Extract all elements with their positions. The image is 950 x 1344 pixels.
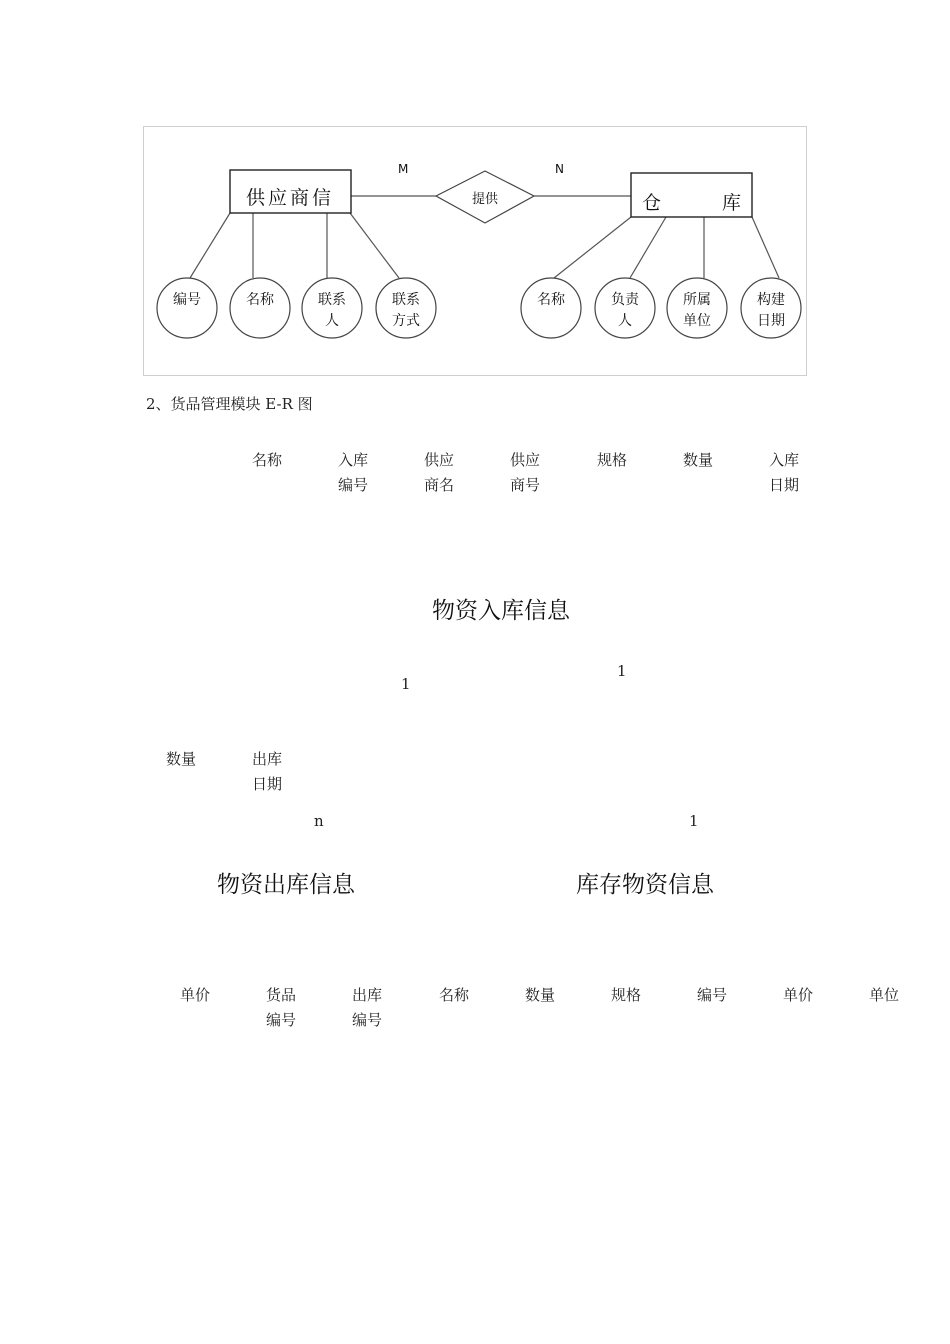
warehouse-attr-label-line2: 日期	[757, 313, 785, 329]
bottom-attr-line1: 单价	[179, 986, 210, 1004]
outbound-attr-line2: 日期	[251, 775, 282, 793]
inbound-attr	[764, 448, 804, 498]
warehouse-attr-label: 名称	[537, 292, 565, 308]
bottom-attr-line1: 规格	[610, 986, 641, 1004]
inbound-attr-line2: 商号	[509, 476, 540, 494]
supplier-attr-label: 名称	[246, 292, 274, 308]
cardinality-inbound-left: 1	[401, 675, 411, 693]
warehouse-entity-label-left: 仓	[642, 192, 662, 214]
warehouse-attr-circle	[521, 278, 581, 338]
bottom-attr-line1: 名称	[438, 986, 469, 1004]
supplier-attr-circle	[230, 278, 290, 338]
outbound-entity-title: 物资出库信息	[217, 872, 355, 898]
inbound-entity-title: 物资入库信息	[432, 598, 570, 624]
inbound-attr-line2: 编号	[337, 476, 368, 494]
supplier-attr-label-line2: 人	[325, 313, 339, 329]
outbound-attr-line1: 出库	[251, 750, 282, 768]
inbound-attr-line2: 日期	[768, 476, 799, 494]
supplier-attr-label: 编号	[173, 292, 201, 308]
warehouse-attr-label: 负责	[611, 292, 639, 308]
bottom-attr	[778, 983, 818, 1008]
bottom-attr-line2: 编号	[351, 1011, 382, 1029]
er-diagram	[144, 127, 808, 377]
supplier-entity-label: 供应商信	[245, 187, 335, 209]
bottom-attr-line1: 单位	[868, 986, 899, 1004]
bottom-attr-line1: 数量	[524, 986, 555, 1004]
inbound-attr-line2: 商名	[423, 476, 454, 494]
warehouse-attr-label: 所属	[683, 292, 711, 308]
bottom-attr	[434, 983, 474, 1008]
cardinality-inbound-right: 1	[617, 662, 627, 680]
inbound-attr-line1: 供应	[509, 451, 540, 469]
inbound-attr	[505, 448, 545, 498]
inbound-attr	[419, 448, 459, 498]
inbound-attr-line1: 入库	[768, 451, 799, 469]
supplier-attr-circle	[376, 278, 436, 338]
er-diagram-frame	[143, 126, 807, 376]
supplier-attr-label-line2: 方式	[392, 313, 420, 329]
warehouse-attr-label-line2: 人	[618, 313, 632, 329]
inbound-attr-line1: 规格	[596, 451, 627, 469]
bottom-attr	[606, 983, 646, 1008]
warehouse-attr-circle	[741, 278, 801, 338]
inbound-attr-line1: 供应	[423, 451, 454, 469]
supplier-attr-label: 联系	[318, 292, 346, 308]
inbound-attr	[333, 448, 373, 498]
inbound-attr-line1: 入库	[337, 451, 368, 469]
cardinality-inventory: 1	[689, 812, 699, 830]
cardinality-outbound: n	[314, 812, 324, 830]
bottom-attr	[692, 983, 732, 1008]
bottom-attr-line1: 编号	[696, 986, 727, 1004]
bottom-attr	[347, 983, 387, 1033]
warehouse-entity-label-right: 库	[722, 192, 742, 214]
inbound-attr-line1: 数量	[682, 451, 713, 469]
cardinality-n: N	[555, 162, 564, 176]
bottom-attr	[864, 983, 904, 1008]
inbound-attr	[247, 448, 287, 473]
bottom-attr-line1: 出库	[351, 986, 382, 1004]
bottom-attr	[175, 983, 215, 1008]
supplier-attr-label: 联系	[392, 292, 420, 308]
bottom-attr	[261, 983, 301, 1033]
outbound-attr	[247, 747, 287, 797]
outbound-attr-line1: 数量	[165, 750, 196, 768]
outbound-attr	[161, 747, 201, 772]
bottom-attr-line1: 货品	[265, 986, 296, 1004]
warehouse-attr-circle	[595, 278, 655, 338]
warehouse-attr-label: 构建	[757, 292, 785, 308]
cardinality-m: M	[398, 162, 409, 176]
bottom-attr-line2: 编号	[265, 1011, 296, 1029]
supplier-attr-circle	[302, 278, 362, 338]
provide-relationship-label: 提供	[471, 192, 499, 207]
diagram-caption: 2、货品管理模块 E-R 图	[146, 395, 313, 413]
supplier-attr-circle	[157, 278, 217, 338]
inbound-attr-line1: 名称	[251, 451, 282, 469]
bottom-attr	[520, 983, 560, 1008]
warehouse-attr-label-line2: 单位	[683, 313, 711, 329]
inventory-entity-title: 库存物资信息	[576, 872, 714, 898]
bottom-attr-line1: 单价	[782, 986, 813, 1004]
warehouse-attr-circle	[667, 278, 727, 338]
inbound-attr	[678, 448, 718, 473]
inbound-attr	[592, 448, 632, 473]
